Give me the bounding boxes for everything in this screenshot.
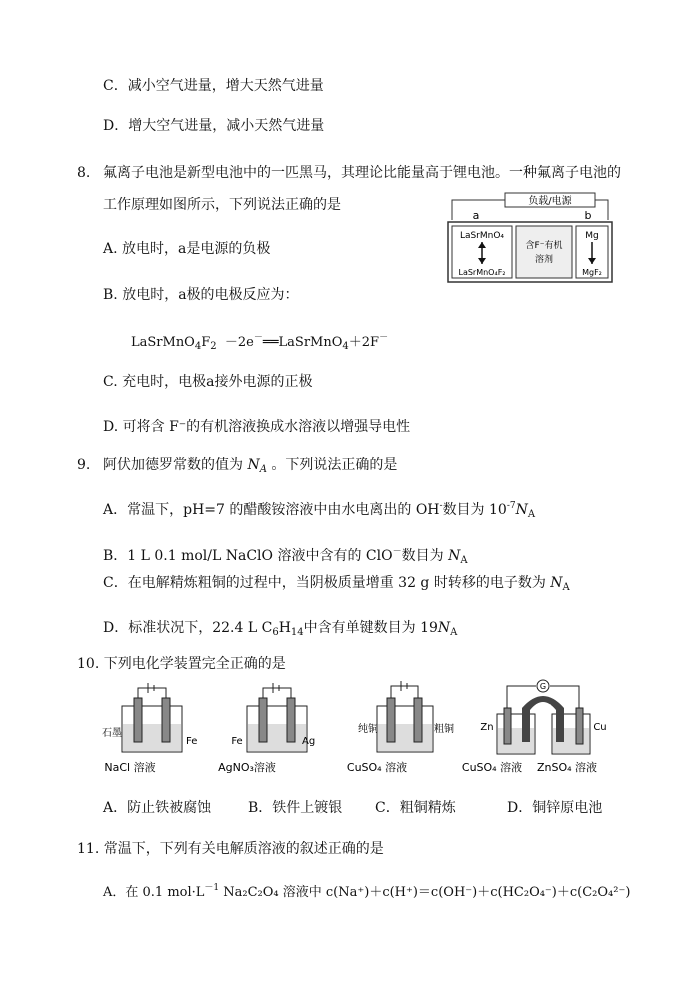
q10-option-b: B．铁件上镀银 — [248, 800, 343, 816]
apparatus-4-right-label: Cu — [593, 722, 607, 733]
apparatus-3-left-label: 纯铜 — [358, 724, 378, 735]
q10-stem: 10. 下列电化学装置完全正确的是 — [77, 656, 286, 672]
q7-option-d: D．增大空气进量，减小天然气进量 — [103, 118, 325, 134]
q10-option-a: A．防止铁被腐蚀 — [103, 800, 212, 816]
q8-equation: $LaSrMnO_4F_2$ －2e－══LaSrMnO$_4$＋2F－ — [131, 333, 389, 352]
apparatus-2-solution: AgNO₃溶液 — [218, 761, 276, 774]
q8-option-b: B. 放电时，a极的电极反应为： — [103, 287, 299, 303]
q9-option-b: B．1 L 0.1 mol/L NaClO 溶液中含有的 ClO－数目为 $N_A$ — [103, 547, 468, 566]
q8-number: 8. — [77, 165, 91, 181]
apparatus-1 — [102, 683, 197, 774]
right-electrode-top: Mg — [585, 231, 599, 241]
apparatus-2-right-label: Ag — [302, 736, 316, 747]
electrolyte-label-2: 溶剂 — [534, 255, 554, 265]
electrode-a-label: a — [472, 209, 480, 222]
q9-option-d: D．标准状况下，22.4 L $C_6H_{14}$中含有单键数目为 $19N_A$ — [103, 620, 458, 638]
q10-option-c: C．粗铜精炼 — [375, 800, 456, 816]
q8-option-d: D. 可将含 F⁻的有机溶液换成水溶液以增强导电性 — [103, 419, 411, 435]
apparatus-4 — [462, 680, 607, 774]
apparatus-4-left-label: Zn — [480, 722, 494, 733]
q9-stem: 阿伏加德罗常数的值为 $N_A$ 。下列说法正确的是 — [103, 457, 398, 475]
apparatus-4-solution-1: CuSO₄ 溶液 — [461, 761, 523, 774]
left-electrode-bottom: LaSrMnO₄F₂ — [458, 268, 506, 277]
apparatus-3-solution: CuSO₄ 溶液 — [346, 761, 408, 774]
q9-number: 9. — [77, 457, 91, 473]
apparatus-2 — [218, 683, 315, 774]
q8-stem-line1: 氟离子电池是新型电池中的一匹黑马，其理论比能量高于锂电池。一种氟离子电池的 — [103, 165, 621, 181]
electrochemical-apparatus-figures — [92, 678, 612, 778]
apparatus-1-solution: NaCl 溶液 — [104, 761, 156, 774]
apparatus-3 — [347, 681, 454, 774]
fluoride-battery-diagram — [440, 192, 620, 288]
apparatus-1-left-label: 石墨 — [102, 728, 122, 739]
electrode-b-label: b — [584, 209, 592, 222]
electrolyte-label-1: 含F⁻有机 — [525, 241, 563, 251]
q8-option-a: A. 放电时，a是电源的负极 — [103, 241, 271, 257]
right-electrode-bottom: MgF₂ — [582, 268, 602, 277]
galvanometer-label: G — [539, 682, 547, 691]
q8-stem-line2: 工作原理如图所示，下列说法正确的是 — [103, 197, 341, 213]
apparatus-4-solution-2: ZnSO₄ 溶液 — [536, 761, 598, 774]
apparatus-1-right-label: Fe — [186, 736, 198, 747]
apparatus-2-left-label: Fe — [231, 736, 243, 747]
q10-options — [0, 799, 696, 817]
load-source-label: 负载/电源 — [528, 196, 572, 207]
q11-option-a: A．在 0.1 $mol\cdot L^{-1}$ Na₂C₂O₄ 溶液中 c(Na⁺)＋c(H⁺)＝c(OH⁻)＋c(HC₂O₄⁻)＋c(C₂O₄²⁻) — [103, 883, 631, 900]
left-electrode-top: LaSrMnO₄ — [459, 231, 505, 241]
q11-stem: 11. 常温下，下列有关电解质溶液的叙述正确的是 — [77, 841, 384, 857]
q9-option-a: A．常温下，pH=7 的醋酸铵溶液中由水电离出的 OH-数目为 $10^{-7}N_A$ — [103, 501, 536, 520]
q8-option-c: C. 充电时，电极a接外电源的正极 — [103, 374, 313, 390]
q10-option-d: D．铜锌原电池 — [507, 800, 603, 816]
apparatus-3-right-label: 粗铜 — [434, 724, 454, 735]
q7-option-c: C．减小空气进量，增大天然气进量 — [103, 78, 324, 94]
q9-option-c: C．在电解精炼粗铜的过程中，当阴极质量增重 32 g 时转移的电子数为 $N_A$ — [103, 575, 570, 593]
salt-bridge-label: 盐桥 — [533, 705, 553, 715]
